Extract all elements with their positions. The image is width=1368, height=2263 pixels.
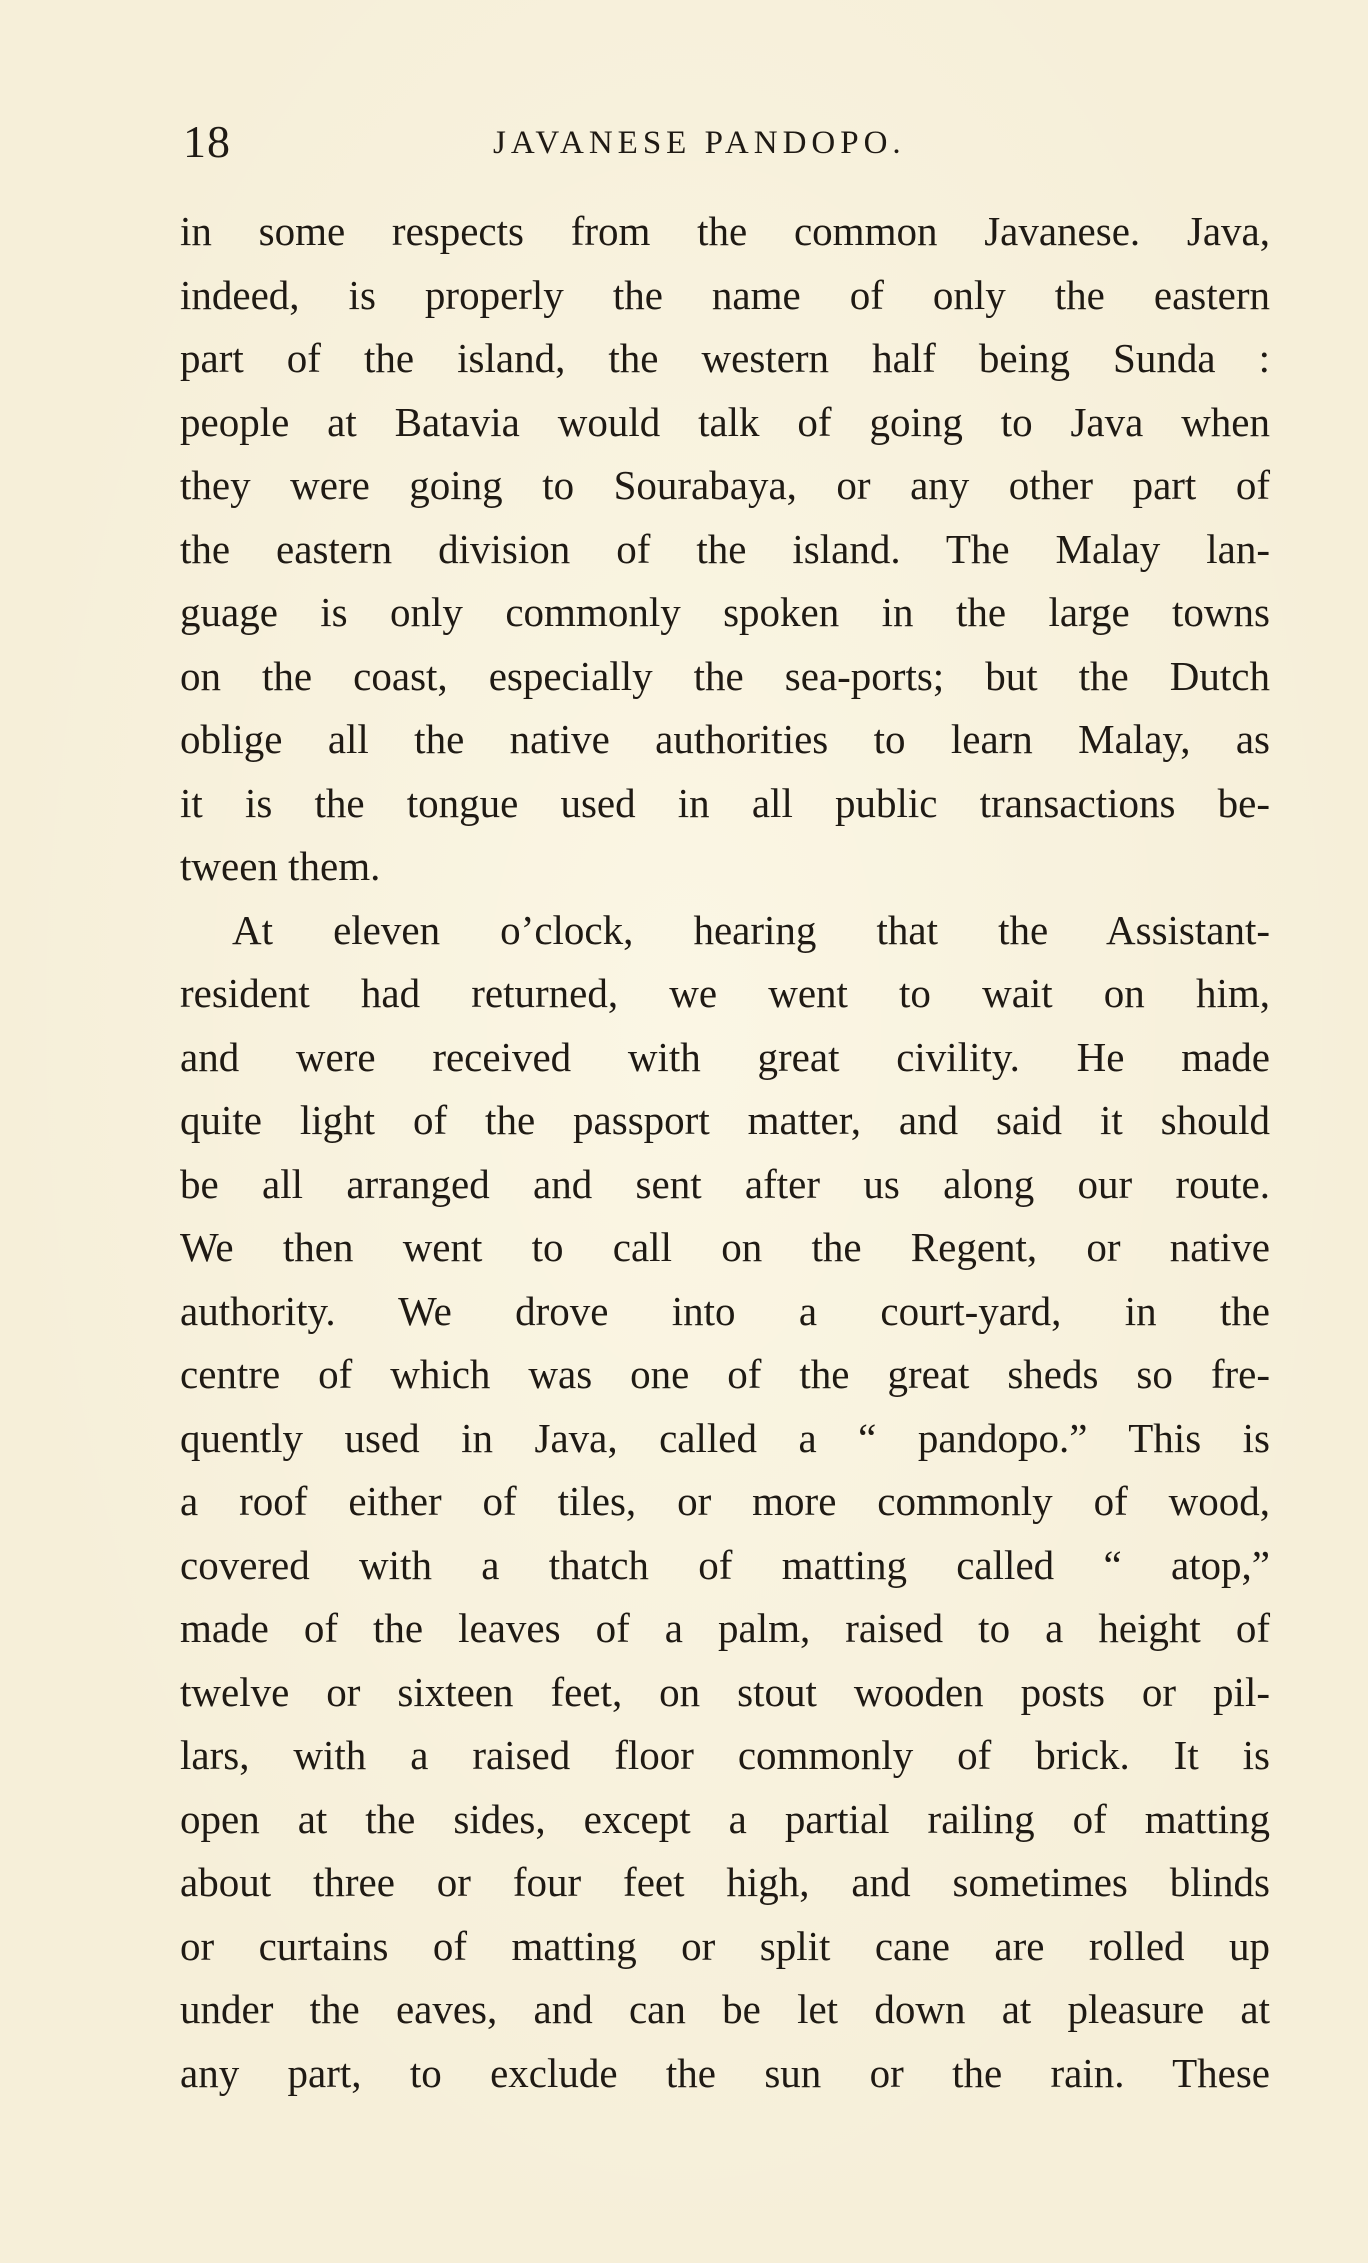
text-line: quently used in Java, called a “ pandopo.” This is [180,1414,1270,1461]
text-line: people at Batavia would talk of going to Java when [180,398,1270,445]
text-line: about three or four feet high, and sometimes blinds [180,1859,1270,1905]
text-line: be all arranged and sent after us along our route. [180,1160,1270,1207]
text-line: oblige all the native authorities to learn Malay, as [180,716,1270,762]
text-line: part of the island, the western half being Sunda : [180,335,1270,381]
text-line: quite light of the passport matter, and said it should [180,1097,1270,1143]
text-line: open at the sides, except a partial railing of matting [180,1795,1270,1842]
text-line: any part, to exclude the sun or the rain. These [180,2049,1270,2096]
text-line: or curtains of matting or split cane are rolled up [180,1922,1270,1969]
text-line: authority. We drove into a court-yard, in the [180,1287,1270,1334]
text-line: and were received with great civility. He made [180,1033,1270,1080]
text-line: on the coast, especially the sea-ports; but the Dutch [180,652,1270,699]
page-number: 18 [183,116,231,167]
text-line: lars, with a raised floor commonly of brick. It is [180,1732,1270,1778]
text-line: in some respects from the common Javanese. Java, [180,208,1270,254]
text-line: guage is only commonly spoken in the large towns [180,589,1270,635]
text-line: a roof either of tiles, or more commonly of wood, [180,1478,1270,1524]
text-line: At eleven o’clock, hearing that the Assistant- [232,906,1270,953]
text-line: made of the leaves of a palm, raised to a height of [180,1605,1270,1651]
text-line: resident had returned, we went to wait on him, [180,970,1270,1016]
text-line: covered with a thatch of matting called “ atop,” [180,1541,1270,1588]
text-line: under the eaves, and can be let down at pleasure at [180,1986,1270,2032]
text-line: it is the tongue used in all public transactions be- [180,779,1270,826]
text-line: the eastern division of the island. The Malay lan- [180,525,1270,572]
text-line: twelve or sixteen feet, on stout wooden posts or pil- [180,1668,1270,1715]
running-head [183,115,1273,175]
text-line: they were going to Sourabaya, or any other part of [180,462,1270,508]
text-line: We then went to call on the Regent, or native [180,1224,1270,1270]
body-text [180,200,1270,2105]
text-line: centre of which was one of the great sheds so fre- [180,1351,1270,1397]
text-line: tween them. [180,843,381,889]
text-line: indeed, is properly the name of only the eastern [180,271,1270,318]
running-title: JAVANESE PANDOPO. [493,125,906,161]
